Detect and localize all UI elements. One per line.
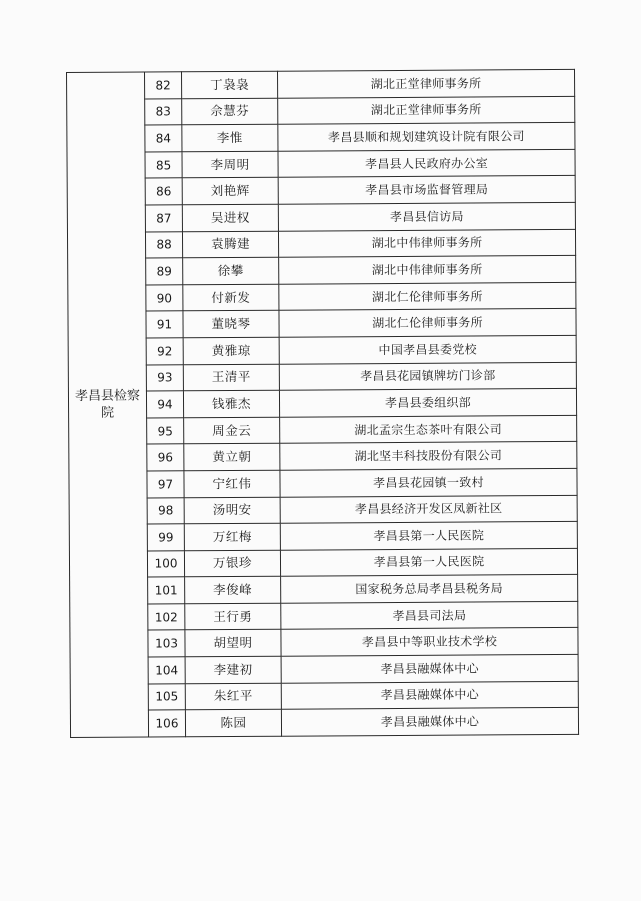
- person-name-cell: 朱红平: [185, 683, 281, 710]
- roster-table: [66, 69, 579, 738]
- organization-cell: 湖北坚丰科技股份有限公司: [280, 442, 577, 470]
- organization-cell: 湖北中伟律师事务所: [278, 229, 575, 257]
- person-name-cell: 李惟: [182, 124, 278, 151]
- organization-cell: 中国孝昌县委党校: [279, 335, 576, 363]
- organization-cell: 孝昌县中等职业技术学校: [281, 628, 578, 656]
- person-name-cell: 周金云: [184, 417, 280, 444]
- organization-cell: 孝昌县信访局: [278, 202, 575, 230]
- person-name-cell: 佘慧芬: [182, 98, 278, 125]
- organization-cell: 湖北中伟律师事务所: [279, 256, 576, 284]
- row-number-cell: 92: [146, 338, 183, 365]
- row-number-cell: 90: [146, 285, 183, 312]
- organization-cell: 孝昌县花园镇一致村: [280, 468, 577, 496]
- person-name-cell: 王行勇: [185, 603, 281, 630]
- organization-cell: 国家税务总局孝昌县税务局: [281, 575, 578, 603]
- person-name-cell: 钱雅杰: [183, 390, 279, 417]
- row-number-cell: 101: [148, 577, 185, 604]
- organization-cell: 孝昌县市场监督管理局: [278, 176, 575, 204]
- organization-cell: 孝昌县融媒体中心: [281, 708, 578, 736]
- organization-cell: 孝昌县经济开发区凤新社区: [280, 495, 577, 523]
- unit-cell: 孝昌县检察院: [67, 72, 149, 737]
- person-name-cell: 陈园: [185, 709, 281, 736]
- row-number-cell: 84: [145, 125, 182, 152]
- person-name-cell: 黄立朝: [184, 444, 280, 471]
- person-name-cell: 李建初: [185, 656, 281, 683]
- row-number-cell: 96: [147, 444, 184, 471]
- row-number-cell: 102: [148, 604, 185, 631]
- person-name-cell: 胡望明: [185, 630, 281, 657]
- person-name-cell: 刘艳辉: [182, 178, 278, 205]
- row-number-cell: 89: [146, 258, 183, 285]
- organization-cell: 孝昌县顺和规划建筑设计院有限公司: [278, 123, 575, 151]
- row-number-cell: 106: [148, 710, 185, 737]
- row-number-cell: 103: [148, 630, 185, 657]
- row-number-cell: 104: [148, 657, 185, 684]
- row-number-cell: 82: [145, 72, 182, 99]
- row-number-cell: 83: [145, 98, 182, 125]
- roster-body: [67, 69, 579, 737]
- person-name-cell: 宁红伟: [184, 470, 280, 497]
- organization-cell: 孝昌县人民政府办公室: [278, 149, 575, 177]
- row-number-cell: 100: [147, 550, 184, 577]
- organization-cell: 湖北正堂律师事务所: [278, 96, 575, 124]
- table-row: [67, 69, 575, 99]
- organization-cell: 孝昌县花园镇牌坊门诊部: [279, 362, 576, 390]
- organization-cell: 湖北仁伦律师事务所: [279, 309, 576, 337]
- person-name-cell: 王清平: [183, 364, 279, 391]
- row-number-cell: 91: [146, 311, 183, 338]
- organization-cell: 孝昌县融媒体中心: [281, 654, 578, 682]
- row-number-cell: 98: [147, 497, 184, 524]
- person-name-cell: 吴进权: [182, 204, 278, 231]
- person-name-cell: 李周明: [182, 151, 278, 178]
- row-number-cell: 99: [147, 524, 184, 551]
- organization-cell: 湖北仁伦律师事务所: [279, 282, 576, 310]
- row-number-cell: 105: [148, 683, 185, 710]
- row-number-cell: 95: [147, 418, 184, 445]
- person-name-cell: 付新发: [183, 284, 279, 311]
- row-number-cell: 86: [145, 178, 182, 205]
- person-name-cell: 袁腾建: [182, 231, 278, 258]
- row-number-cell: 85: [145, 152, 182, 179]
- organization-cell: 湖北正堂律师事务所: [277, 69, 574, 97]
- organization-cell: 孝昌县委组织部: [279, 389, 576, 417]
- organization-cell: 孝昌县司法局: [281, 601, 578, 629]
- organization-cell: 孝昌县第一人民医院: [280, 521, 577, 549]
- person-name-cell: 汤明安: [184, 497, 280, 524]
- organization-cell: 湖北孟宗生态茶叶有限公司: [280, 415, 577, 443]
- person-name-cell: 丁袅袅: [182, 71, 278, 98]
- person-name-cell: 万红梅: [184, 523, 280, 550]
- row-number-cell: 94: [146, 391, 183, 418]
- row-number-cell: 87: [145, 205, 182, 232]
- person-name-cell: 李俊峰: [185, 576, 281, 603]
- person-name-cell: 徐攀: [183, 257, 279, 284]
- row-number-cell: 93: [146, 364, 183, 391]
- organization-cell: 孝昌县融媒体中心: [281, 681, 578, 709]
- organization-cell: 孝昌县第一人民医院: [280, 548, 577, 576]
- person-name-cell: 董晓琴: [183, 311, 279, 338]
- person-name-cell: 万银珍: [184, 550, 280, 577]
- row-number-cell: 88: [145, 231, 182, 258]
- row-number-cell: 97: [147, 471, 184, 498]
- person-name-cell: 黄雅琼: [183, 337, 279, 364]
